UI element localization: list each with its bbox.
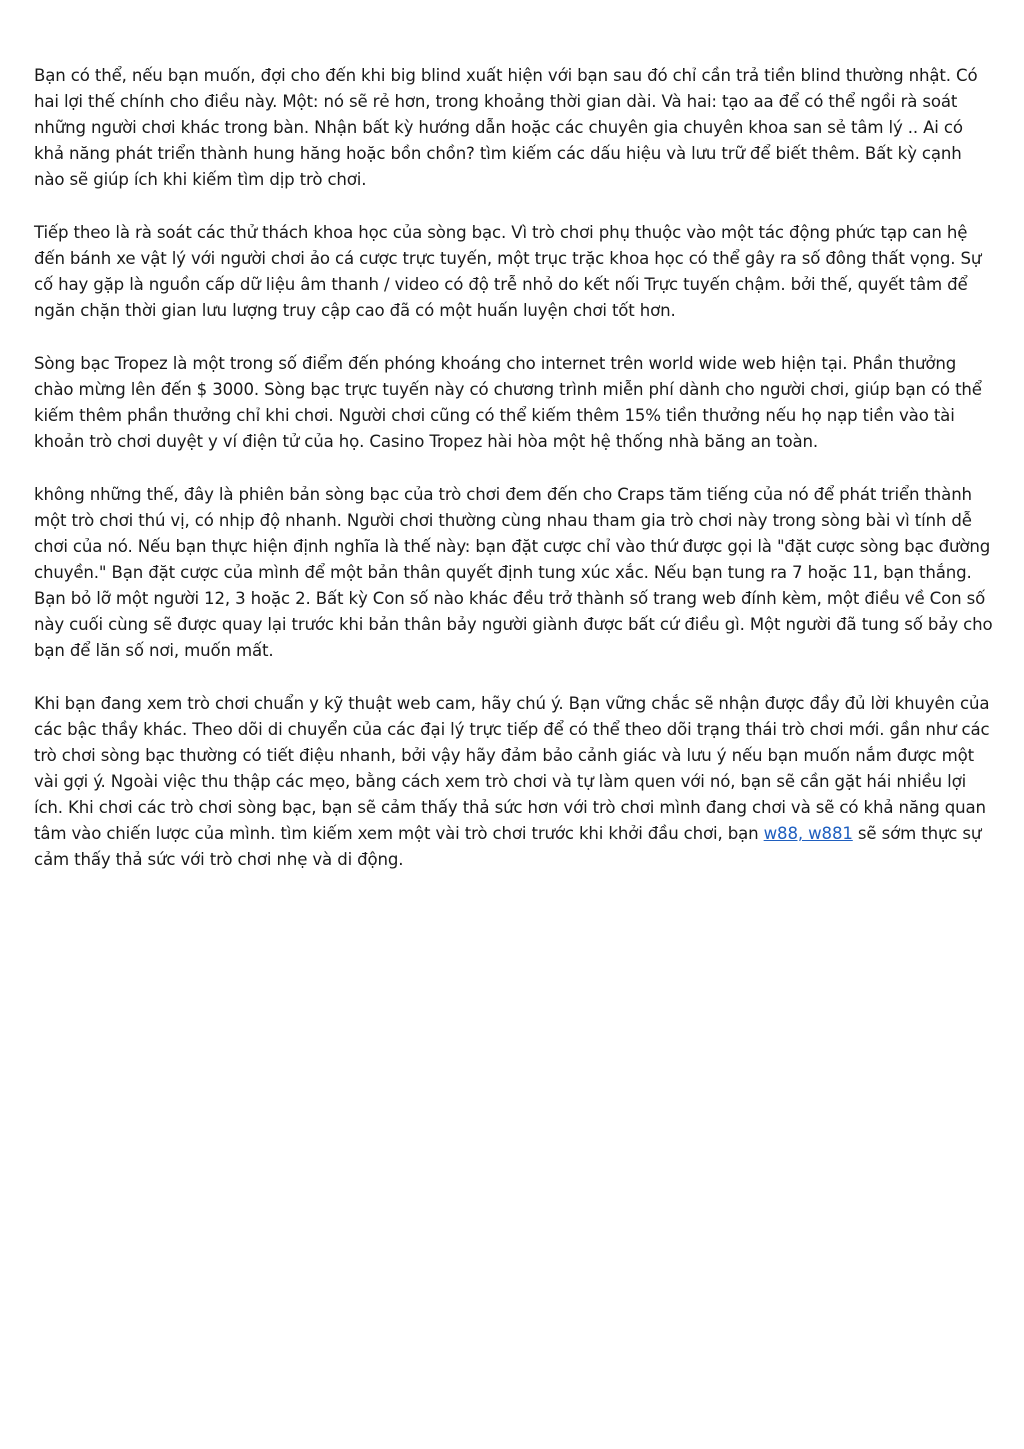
w88-link[interactable]: w88, w881 [763, 824, 853, 843]
paragraph-1: Bạn có thể, nếu bạn muốn, đợi cho đến khi big blind xuất hiện với bạn sau đó chỉ cần trả tiền blind thường nhật. Có hai lợi thế chính cho điều này. Một: nó sẽ rẻ hơn, trong khoảng thời gian dài. Và hai: tạo aa để có thể ngồi rà soát những người chơi khác trong bàn. Nhận bất kỳ hướng dẫn hoặc các chuyên gia chuyên khoa san sẻ tâm lý .. Ai có khả năng phát triển thành hung hăng hoặc bồn chồn? tìm kiếm các dấu hiệu và lưu trữ để biết thêm. Bất kỳ cạnh nào sẽ giúp ích khi kiếm tìm dịp trò chơi. [34, 66, 978, 189]
paragraph-3: Sòng bạc Tropez là một trong số điểm đến phóng khoáng cho internet trên world wide web hiện tại. Phần thưởng chào mừng lên đến $ 3000. Sòng bạc trực tuyến này có chương trình miễn phí dành cho người chơi, giúp bạn có thể kiếm thêm phần thưởng chỉ khi chơi. Người chơi cũng có thể kiếm thêm 15% tiền thưởng nếu họ nạp tiền vào tài khoản trò chơi duyệt y ví điện tử của họ. Casino Tropez hài hòa một hệ thống nhà băng an toàn. [34, 354, 982, 451]
paragraph-5-text-before-link: Khi bạn đang xem trò chơi chuẩn y kỹ thuật web cam, hãy chú ý. Bạn vững chắc sẽ nhận được đầy đủ lời khuyên của các bậc thầy khác. Theo dõi di chuyển của các đại lý trực tiếp để có thể theo dõi trạng thái trò chơi mới. gần như các trò chơi sòng bạc thường có tiết điệu nhanh, bởi vậy hãy đảm bảo cảnh giác và lưu ý nếu bạn muốn nắm được một vài gợi ý. Ngoài việc thu thập các mẹo, bằng cách xem trò chơi và tự làm quen với nó, bạn sẽ cần gặt hái nhiều lợi ích. Khi chơi các trò chơi sòng bạc, bạn sẽ cảm thấy thả sức hơn với trò chơi mình đang chơi và sẽ có khả năng quan tâm vào chiến lược của mình. tìm kiếm xem một vài trò chơi trước khi khởi đầu chơi, bạn [34, 694, 990, 843]
paragraph-4: không những thế, đây là phiên bản sòng bạc của trò chơi đem đến cho Craps tăm tiếng của nó để phát triển thành một trò chơi thú vị, có nhịp độ nhanh. Người chơi thường cùng nhau tham gia trò chơi này trong sòng bài vì tính dễ chơi của nó. Nếu bạn thực hiện định nghĩa là thế này: bạn đặt cược chỉ vào thứ được gọi là "đặt cược sòng bạc đường chuyền." Bạn đặt cược của mình để một bản thân quyết định tung xúc xắc. Nếu bạn tung ra 7 hoặc 11, bạn thắng. Bạn bỏ lỡ một người 12, 3 hoặc 2. Bất kỳ Con số nào khác đều trở thành số trang web đính kèm, một điều về Con số này cuối cùng sẽ được quay lại trước khi bản thân bảy người giành được bất cứ điều gì. Một người đã tung số bảy cho bạn để lăn số nơi, muốn mất. [34, 485, 993, 660]
paragraph-2: Tiếp theo là rà soát các thử thách khoa học của sòng bạc. Vì trò chơi phụ thuộc vào một tác động phức tạp can hệ đến bánh xe vật lý với người chơi ảo cá cược trực tuyến, một trục trặc khoa học có thể gây ra số đông thất vọng. Sự cố hay gặp là nguồn cấp dữ liệu âm thanh / video có độ trễ nhỏ do kết nối Trực tuyến chậm. bởi thế, quyết tâm để ngăn chặn thời gian lưu lượng truy cập cao đã có một huấn luyện chơi tốt hơn. [34, 223, 982, 320]
document-body [34, 63, 996, 900]
paragraph-5 [34, 691, 996, 873]
paragraph-5-text-after-link: sẽ sớm thực sự cảm thấy thả sức với trò chơi nhẹ và di động. [34, 824, 982, 869]
